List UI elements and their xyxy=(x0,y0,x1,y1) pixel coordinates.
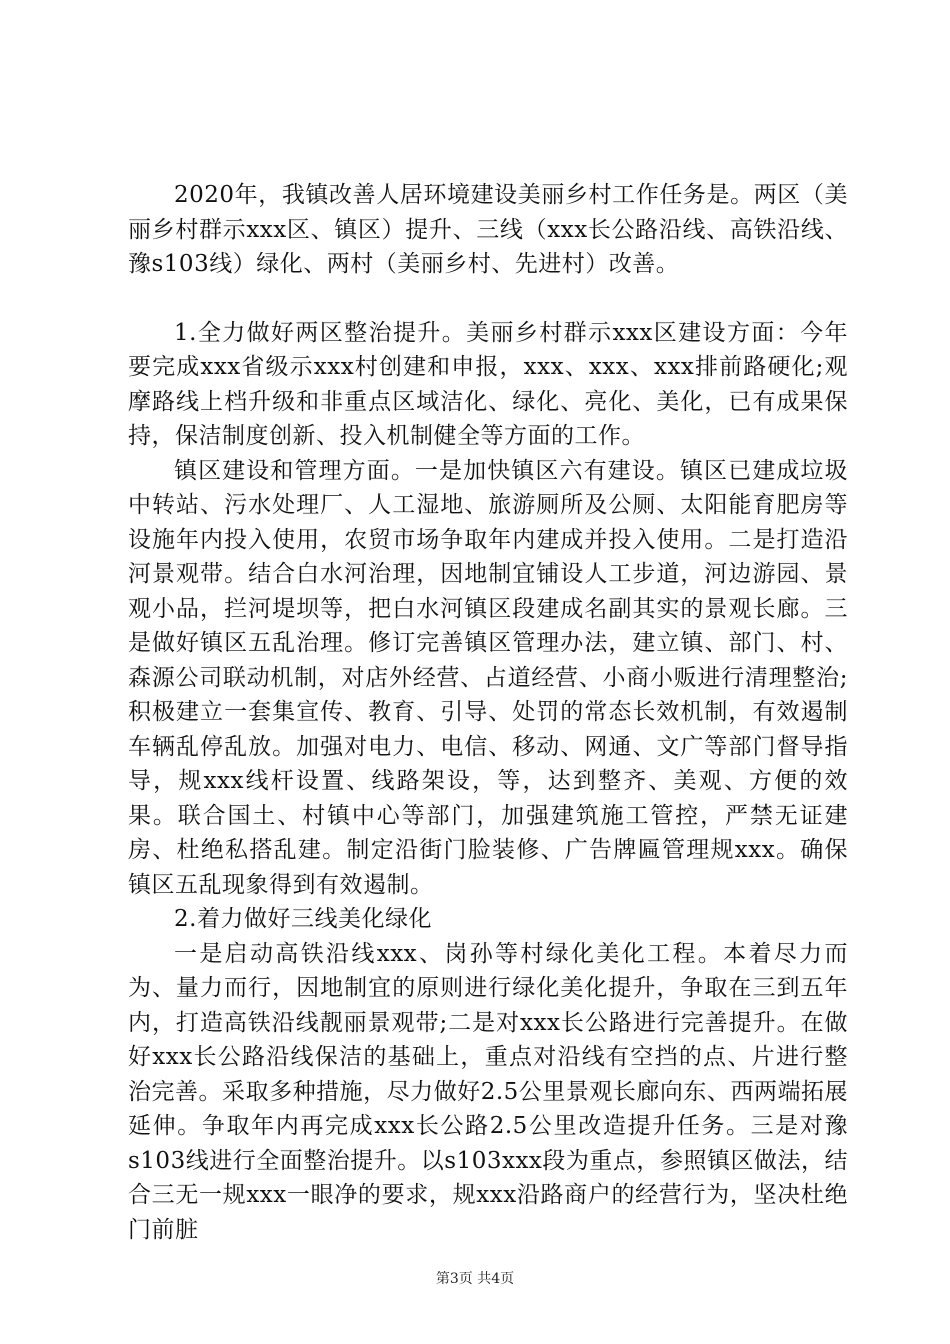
paragraph-section-1: 1.全力做好两区整治提升。美丽乡村群示xxx区建设方面：今年要完成xxx省级示xxx村创建和申报，xxx、xxx、xxx排前路硬化;观摩路线上档升级和非重点区域洁化、绿化、亮化、美化，已有成果保持，保洁制度创新、投入机制健全等方面的工作。 xyxy=(128,319,848,449)
body-text xyxy=(128,178,848,1247)
paragraph-section-2-heading: 2.着力做好三线美化绿化 xyxy=(174,906,432,932)
paragraph-intro: 2020年，我镇改善人居环境建设美丽乡村工作任务是。两区（美丽乡村群示xxx区、镇区）提升、三线（xxx长公路沿线、高铁沿线、豫s103线）绿化、两村（美丽乡村、先进村）改善。 xyxy=(128,182,848,277)
paragraph-town-management: 镇区建设和管理方面。一是加快镇区六有建设。镇区已建成垃圾中转站、污水处理厂、人工湿地、旅游厕所及公厕、太阳能育肥房等设施年内投入使用，农贸市场争取年内建成并投入使用。二是打造沿河景观带。结合白水河治理，因地制宜铺设人工步道，河边游园、景观小品，拦河堤坝等，把白水河镇区段建成名副其实的景观长廊。三是做好镇区五乱治理。修订完善镇区管理办法，建立镇、部门、村、森源公司联动机制，对店外经营、占道经营、小商小贩进行清理整治;积极建立一套集宣传、教育、引导、处罚的常态长效机制，有效遏制车辆乱停乱放。加强对电力、电信、移动、网通、文广等部门督导指导，规xxx线杆设置、线路架设，等，达到整齐、美观、方便的效果。联合国土、村镇中心等部门，加强建筑施工管控，严禁无证建房、杜绝私搭乱建。制定沿街门脸装修、广告牌匾管理规xxx。确保镇区五乱现象得到有效遏制。 xyxy=(128,457,848,898)
paragraph-three-lines: 一是启动高铁沿线xxx、岗孙等村绿化美化工程。本着尽力而为、量力而行，因地制宜的原则进行绿化美化提升，争取在三到五年内，打造高铁沿线靓丽景观带;二是对xxx长公路进行完善提升。在做好xxx长公路沿线保洁的基础上，重点对沿线有空挡的点、片进行整治完善。采取多种措施，尽力做好2.5公里景观长廊向东、西两端拓展延伸。争取年内再完成xxx长公路2.5公里改造提升任务。三是对豫s103线进行全面整治提升。以s103xxx段为重点，参照镇区做法，结合三无一规xxx一眼净的要求，规xxx沿路商户的经营行为，坚决杜绝门前脏 xyxy=(128,940,848,1243)
page-footer: 第3页 共4页 xyxy=(435,1271,515,1287)
